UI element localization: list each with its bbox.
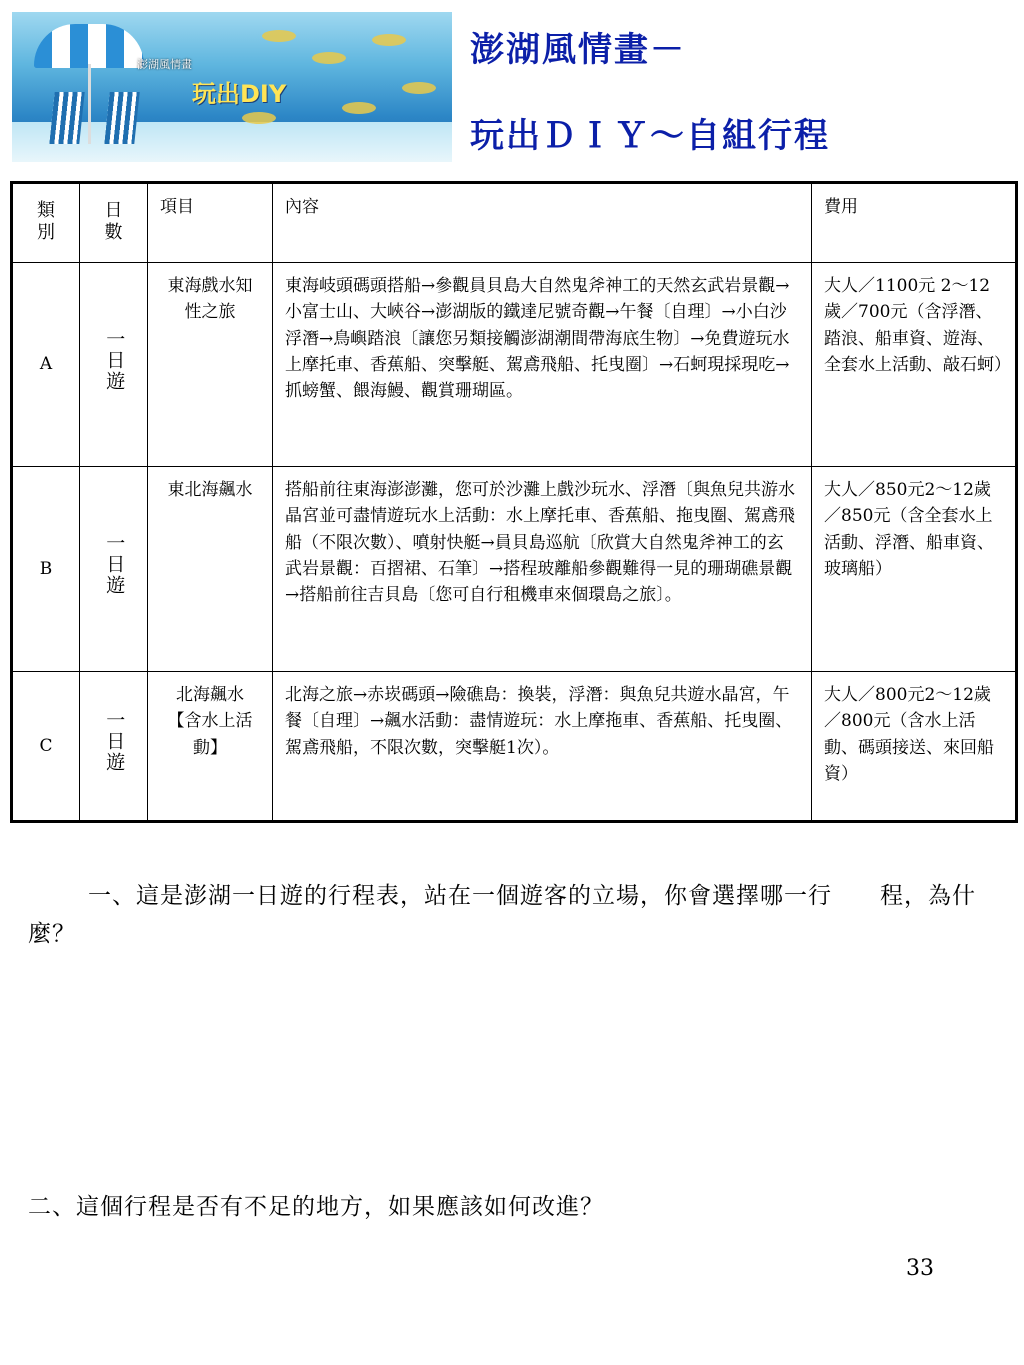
- row-content: 搭船前往東海澎澎灘，您可於沙灘上戲沙玩水、浮潛〔與魚兒共游水晶宮並可盡情遊玩水上活動：水上摩托車、香蕉船、拖曳圈、駕鳶飛船（不限次數）、噴射快艇→員貝島巡航〔欣賞大自然鬼斧神工的玄武岩景觀：百摺裙、石筆〕→搭程玻離船參觀難得一見的珊瑚礁景觀 →搭船前往吉貝島〔您可自行租機車來個環島之旅〕。: [273, 467, 812, 672]
- header-content: 內容: [273, 183, 812, 263]
- row-item: 東北海飆水: [148, 467, 273, 672]
- row-content: 北海之旅→赤崁碼頭→險礁島：換裝，浮潛：與魚兒共遊水晶宮，午餐〔自理〕→飆水活動：盡情遊玩：水上摩拖車、香蕉船、托曳圈、駕鳶飛船，不限次數，突擊艇1次）。: [273, 672, 812, 822]
- row-fee: 大人／850元2～12歲／850元（含全套水上活動、浮潛、船車資、玻璃船）: [812, 467, 1017, 672]
- fish-icon: [342, 102, 376, 114]
- row-days: 一日遊: [80, 672, 148, 822]
- umbrella-pole: [88, 64, 91, 144]
- beach-umbrella-icon: [34, 24, 144, 68]
- table-header-row: [12, 183, 1017, 263]
- header-days: 日數: [80, 183, 148, 263]
- fish-icon: [312, 52, 346, 64]
- header-item: 項目: [148, 183, 273, 263]
- row-days: 一日遊: [80, 263, 148, 467]
- fish-icon: [372, 34, 406, 46]
- row-days: 一日遊: [80, 467, 148, 672]
- beach-chair-icon: [104, 92, 139, 144]
- row-content: 東海岐頭碼頭搭船→參觀員貝島大自然鬼斧神工的天然玄武岩景觀→小富士山、大峽谷→澎湖版的鐵達尼號奇觀→午餐〔自理〕→小白沙浮潛→鳥嶼踏浪〔讓您另類接觸澎湖潮間帶海底生物〕→免費遊玩水上摩托車、香蕉船、突擊艇、駕鳶飛船、托曳圈〕→石蚵現採現吃→抓螃蟹、餵海鰻、觀賞珊瑚區。: [273, 263, 812, 467]
- header-fee: 費用: [812, 183, 1017, 263]
- row-fee: 大人／800元2～12歲／800元（含水上活動、碼頭接送、來回船資）: [812, 672, 1017, 822]
- page-title-line2: 玩出ＤＩＹ～自組行程: [470, 116, 830, 156]
- banner-logo-text: 玩出DIY: [192, 80, 287, 108]
- row-category: C: [12, 672, 80, 822]
- fish-icon: [242, 112, 276, 124]
- row-item: 北海飆水【含水上活動】: [148, 672, 273, 822]
- fish-icon: [402, 82, 436, 94]
- question-1: 一、這是澎湖一日遊的行程表，站在一個遊客的立場，你會選擇哪一行 程，為什麼？: [28, 883, 976, 947]
- page-number: 33: [906, 1256, 934, 1281]
- itinerary-table: [10, 181, 1018, 823]
- row-category: B: [12, 467, 80, 672]
- row-fee: 大人／1100元 2～12歲／700元（含浮潛、踏浪、船車資、遊海、全套水上活動、敲石蚵）: [812, 263, 1017, 467]
- page-title-line1: 澎湖風情畫－: [470, 30, 686, 70]
- table-row: [12, 672, 1017, 822]
- banner-small-label: 澎湖風情畫: [137, 58, 192, 71]
- fish-icon: [262, 30, 296, 42]
- row-category: A: [12, 263, 80, 467]
- table-row: [12, 467, 1017, 672]
- header-category: 類別: [12, 183, 80, 263]
- beach-chair-icon: [49, 92, 84, 144]
- row-item: 東海戲水知性之旅: [148, 263, 273, 467]
- header-banner-image: [12, 12, 452, 162]
- table-row: [12, 263, 1017, 467]
- question-2: 二、這個行程是否有不足的地方，如果應該如何改進？: [28, 1194, 604, 1220]
